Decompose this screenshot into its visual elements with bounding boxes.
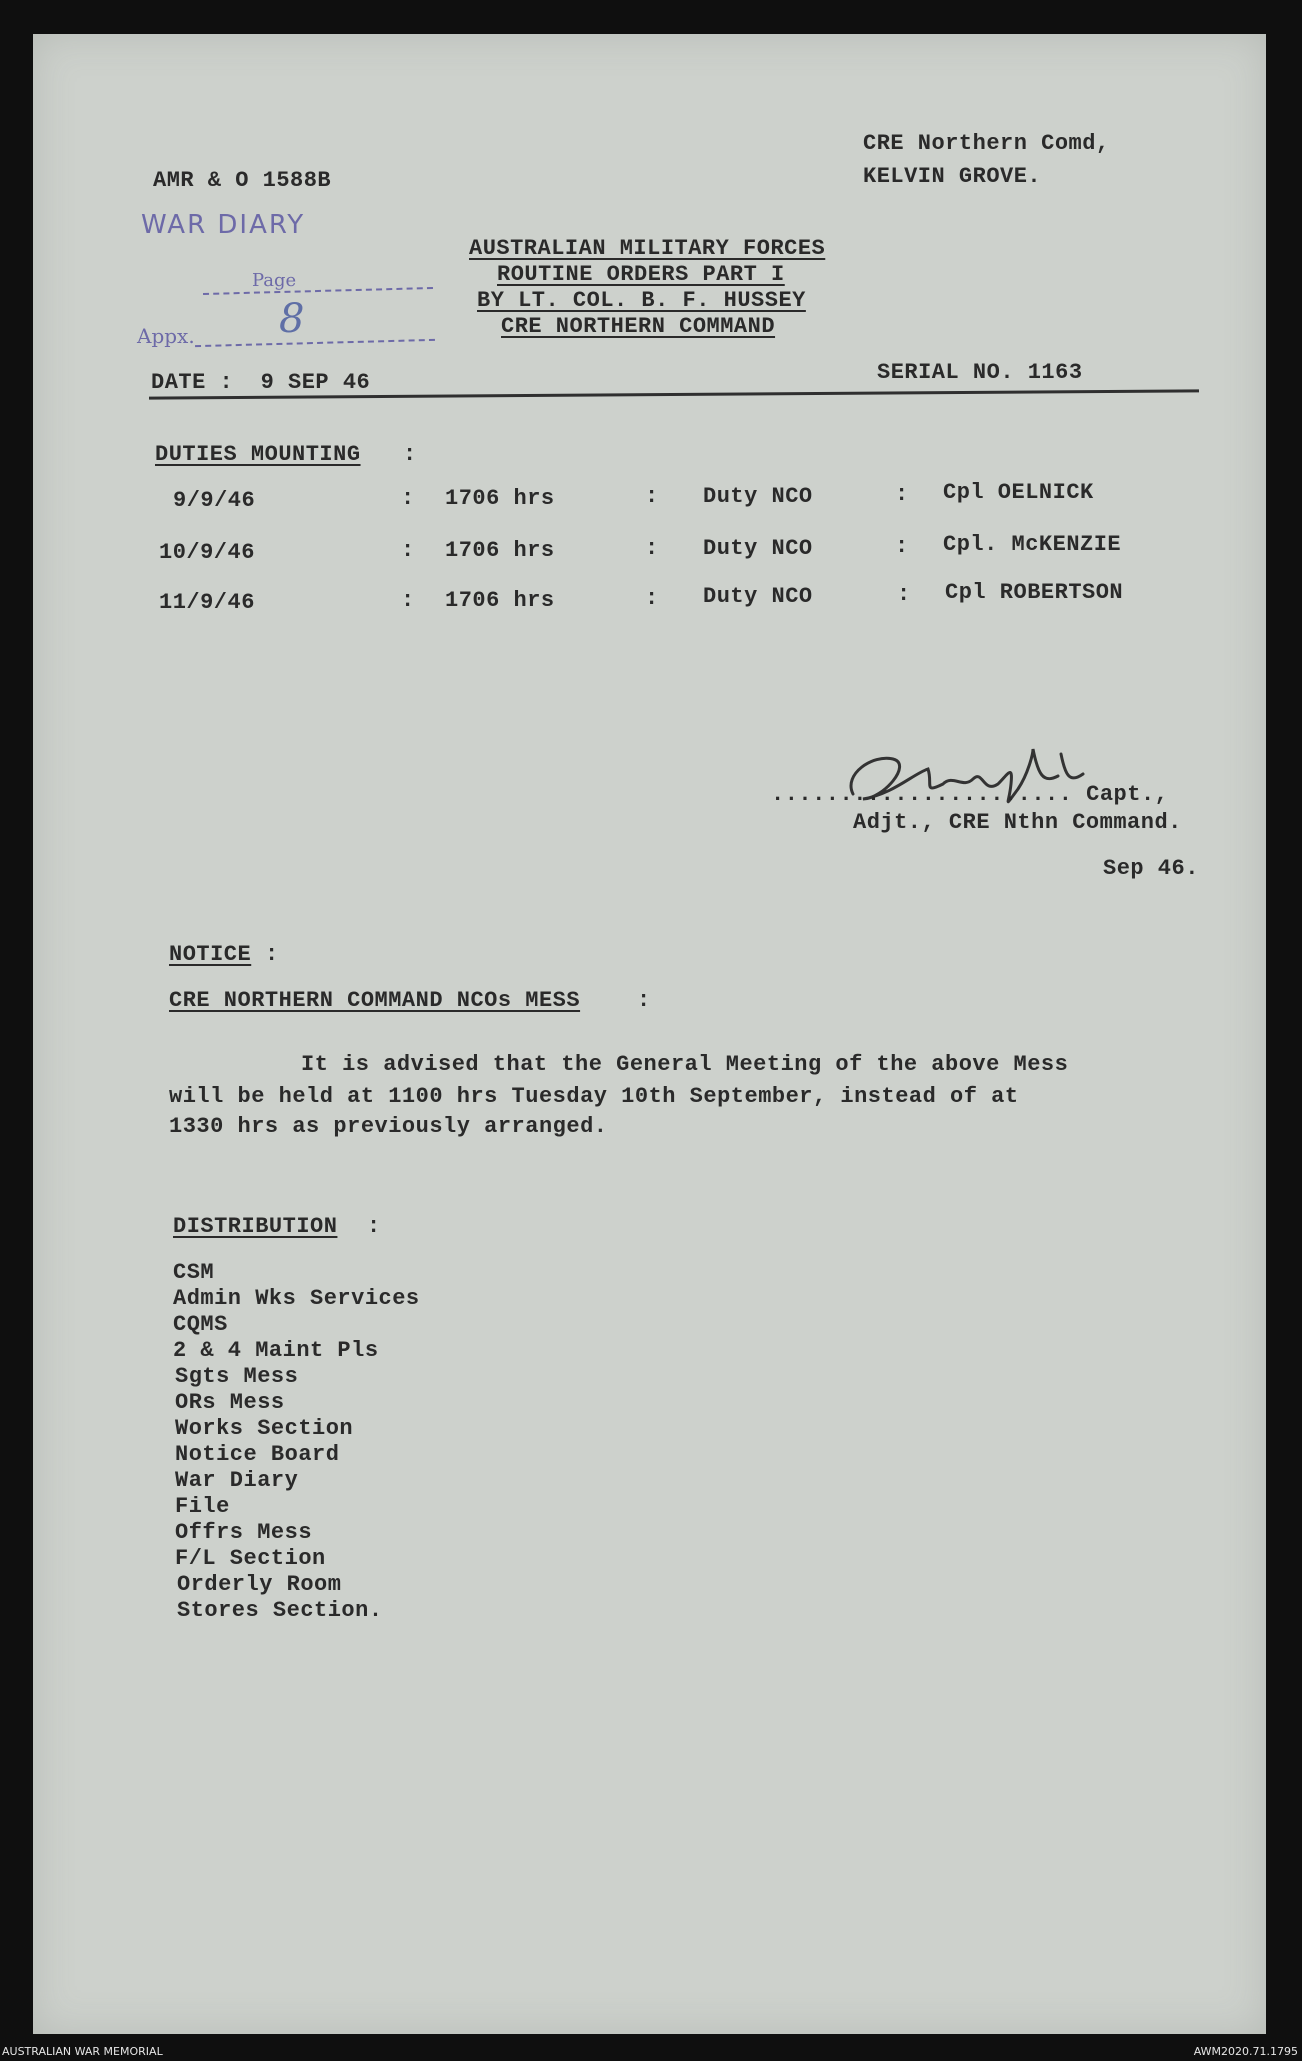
duty-time: 1706 hrs (445, 588, 555, 613)
reference-number: AMR & O 1588B (153, 168, 332, 193)
duty-role: Duty NCO (703, 584, 813, 609)
distribution-item: 2 & 4 Maint Pls (173, 1338, 379, 1363)
duty-sep: : (401, 486, 415, 511)
notice-heading-colon: : (265, 942, 279, 967)
stamp-page-line (203, 287, 433, 295)
duty-name: Cpl OELNICK (943, 480, 1094, 505)
distribution-heading-colon: : (367, 1214, 381, 1239)
duty-time: 1706 hrs (445, 486, 555, 511)
duty-date: 11/9/46 (159, 590, 255, 615)
notice-body-line-2: will be held at 1100 hrs Tuesday 10th September, instead of at (169, 1084, 1019, 1109)
handwritten-signature (833, 714, 1153, 824)
footer-accession: AWM2020.71.1795 (1193, 2045, 1298, 2058)
stamp-page-label: Page (252, 270, 297, 291)
notice-subheading: CRE NORTHERN COMMAND NCOs MESS (169, 988, 581, 1013)
notice-heading: NOTICE (169, 942, 252, 967)
order-date: DATE : 9 SEP 46 (151, 370, 371, 395)
duties-heading: DUTIES MOUNTING (155, 442, 361, 467)
duty-sep: : (645, 586, 659, 611)
address-line-1: CRE Northern Comd, (863, 131, 1110, 156)
distribution-item: War Diary (175, 1468, 299, 1493)
stamp-appx-line (195, 339, 435, 347)
notice-body-line-3: 1330 hrs as previously arranged. (169, 1114, 608, 1139)
duty-role: Duty NCO (703, 484, 813, 509)
distribution-item: Sgts Mess (175, 1364, 299, 1389)
stamp-title: WAR DIARY (141, 210, 306, 240)
distribution-item: Admin Wks Services (173, 1286, 420, 1311)
duty-sep: : (645, 536, 659, 561)
distribution-item: F/L Section (175, 1546, 326, 1571)
distribution-item: Works Section (175, 1416, 354, 1441)
distribution-item: Offrs Mess (175, 1520, 313, 1545)
distribution-heading: DISTRIBUTION (173, 1214, 338, 1239)
serial-number: SERIAL NO. 1163 (877, 360, 1083, 385)
stamp-appx-number: 8 (279, 296, 305, 342)
notice-body-line-1: It is advised that the General Meeting of the above Mess (301, 1052, 1069, 1077)
duty-date: 10/9/46 (159, 540, 255, 565)
distribution-item: File (175, 1494, 230, 1519)
distribution-item: ORs Mess (175, 1390, 285, 1415)
title-line-3: BY LT. COL. B. F. HUSSEY (477, 288, 806, 313)
duty-sep: : (645, 484, 659, 509)
title-line-2: ROUTINE ORDERS PART I (497, 262, 785, 287)
duty-sep: : (401, 538, 415, 563)
title-line-4: CRE NORTHERN COMMAND (501, 314, 776, 339)
duty-sep: : (897, 582, 911, 607)
duty-name: Cpl ROBERTSON (945, 580, 1124, 605)
duty-role: Duty NCO (703, 536, 813, 561)
distribution-item: CQMS (173, 1312, 228, 1337)
distribution-item: Notice Board (175, 1442, 340, 1467)
duty-time: 1706 hrs (445, 538, 555, 563)
duties-heading-colon: : (403, 442, 417, 467)
signature-line: ...................... Capt., (771, 782, 1169, 807)
duty-sep: : (895, 534, 909, 559)
duty-sep: : (401, 588, 415, 613)
distribution-item: Stores Section. (177, 1598, 383, 1623)
distribution-item: CSM (173, 1260, 215, 1285)
distribution-item: Orderly Room (177, 1572, 342, 1597)
duty-name: Cpl. McKENZIE (943, 532, 1122, 557)
duty-date: 9/9/46 (173, 488, 256, 513)
document-page (33, 34, 1266, 2034)
duty-sep: : (895, 482, 909, 507)
signatory-role: Adjt., CRE Nthn Command. (853, 810, 1182, 835)
footer-credit: AUSTRALIAN WAR MEMORIAL (2, 2045, 163, 2058)
signature-date: Sep 46. (1103, 856, 1199, 881)
notice-subheading-colon: : (637, 988, 651, 1013)
address-line-2: KELVIN GROVE. (863, 164, 1042, 189)
title-line-1: AUSTRALIAN MILITARY FORCES (469, 236, 826, 261)
stamp-appx-label: Appx. (137, 324, 195, 348)
